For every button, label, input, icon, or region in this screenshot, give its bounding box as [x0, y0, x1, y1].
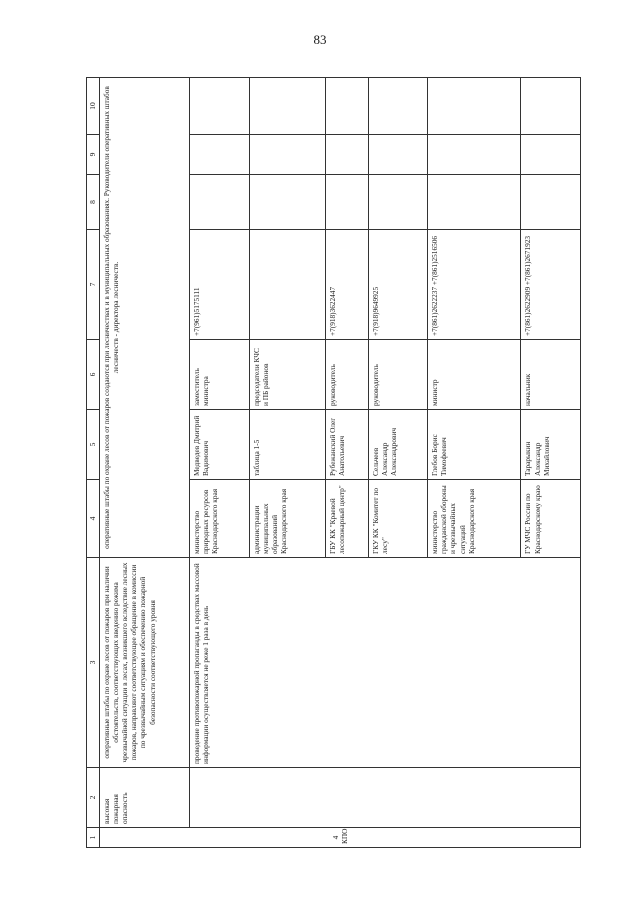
phone-cell: +7(918)9649925 — [368, 230, 428, 340]
header-cell: 1 — [87, 828, 100, 848]
position-cell: руководитель — [325, 340, 368, 410]
header-cell: 9 — [87, 135, 100, 175]
danger-level: высокая пожарная опасность — [100, 768, 190, 828]
header-cell: 4 — [87, 480, 100, 558]
name-cell: Тарарыкин Александр Михайлович — [521, 410, 581, 480]
phone-cell — [249, 230, 325, 340]
phone-cell: +7(961)5175111 — [190, 230, 250, 340]
empty-cell — [190, 135, 250, 175]
fire-danger-table — [86, 77, 581, 848]
empty-cell — [428, 135, 521, 175]
operative-staff-note: оперативные штабы по охране лесов от пожаров создаются при лесничествах и в муниципальных образованиях. Руководители оперативных штабов лесничеств - директора лесничеств. — [100, 78, 190, 558]
empty-cell — [325, 135, 368, 175]
empty-cell — [428, 175, 521, 230]
name-cell: Рубежанский Олег Анатольевич — [325, 410, 368, 480]
org-cell: министерство природных ресурсов Краснодарского края — [190, 480, 250, 558]
phone-cell: +7(861)2622909 +7(861)2671923 — [521, 230, 581, 340]
org-cell: ГБУ КК "Краевой лесопожарный центр" — [325, 480, 368, 558]
empty-cell — [428, 78, 521, 135]
header-cell: 2 — [87, 768, 100, 828]
empty-cell — [368, 78, 428, 135]
empty-cell — [368, 135, 428, 175]
position-cell: министр — [428, 340, 521, 410]
header-cell: 7 — [87, 230, 100, 340]
name-cell: Медведев Дмитрий Вадимович — [190, 410, 250, 480]
name-cell: Глебов Борис Тимофеевич — [428, 410, 521, 480]
header-cell: 6 — [87, 340, 100, 410]
empty-cell — [521, 135, 581, 175]
header-cell: 5 — [87, 410, 100, 480]
org-cell: ГУ МЧС России по Краснодарскому краю — [521, 480, 581, 558]
position-cell: заместитель министра — [190, 340, 250, 410]
org-cell: администрации муниципальных образований Краснодарского края — [249, 480, 325, 558]
header-cell: 3 — [87, 558, 100, 768]
position-cell: председатели КЧС и ПБ районов — [249, 340, 325, 410]
header-cell: 10 — [87, 78, 100, 135]
name-cell: таблица 1-5 — [249, 410, 325, 480]
empty-cell — [521, 78, 581, 135]
rotated-table-wrapper — [86, 78, 581, 848]
position-cell: начальник — [521, 340, 581, 410]
page-number: 83 — [313, 32, 327, 47]
table-row — [100, 78, 190, 848]
table-row — [190, 78, 250, 848]
measure-cell: проведение противопожарной пропаганды в средствах массовой информации осуществляется не реже 1 раза в день — [190, 558, 581, 768]
empty-cell — [325, 175, 368, 230]
header-row — [87, 78, 100, 848]
org-cell: ГКУ КК "Комитет по лесу" — [368, 480, 428, 558]
empty-cell — [190, 768, 581, 828]
org-cell: министерство гражданской обороны и чрезвычайных ситуаций Краснодарского края — [428, 480, 521, 558]
phone-cell: +7(918)3622447 — [325, 230, 368, 340]
empty-cell — [190, 78, 250, 135]
class-label: 4 КПО — [100, 828, 581, 848]
empty-cell — [190, 175, 250, 230]
header-cell: 8 — [87, 175, 100, 230]
empty-cell — [325, 78, 368, 135]
name-cell: Сельчеев Александр Александрович — [368, 410, 428, 480]
phone-cell: +7(861)2622237 +7(861)2516506 — [428, 230, 521, 340]
operative-staff-cell: оперативные штабы по охране лесов от пожаров при наличии обстоятельств, соответствующих введению режима чрезвычайной ситуации в лесах, возникшего вследствие лесных пожаров, направляют соответствующее обращение в комиссии по чрезвычайным ситуациям и обеспечению пожарной безопасности соответствующего уровня — [100, 558, 190, 768]
empty-cell — [249, 135, 325, 175]
empty-cell — [249, 78, 325, 135]
empty-cell — [249, 175, 325, 230]
empty-cell — [368, 175, 428, 230]
empty-cell — [521, 175, 581, 230]
position-cell: руководитель — [368, 340, 428, 410]
